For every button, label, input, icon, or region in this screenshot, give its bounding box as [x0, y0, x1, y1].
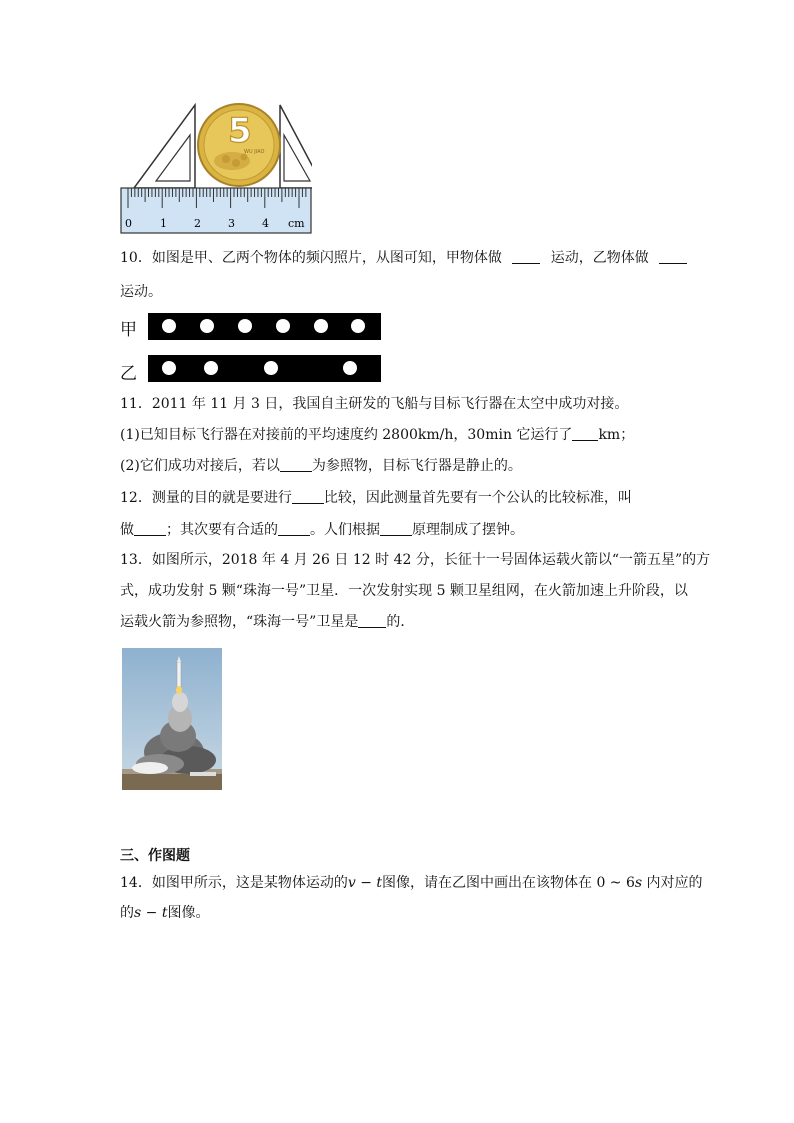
q14-line1	[120, 873, 703, 893]
strip-a-dot	[351, 319, 365, 333]
ruler-tick-2: 2	[194, 217, 201, 230]
q10-text-b: 运动，乙物体做	[550, 250, 649, 266]
strip-b-dot	[162, 361, 176, 375]
q12-line2	[120, 520, 524, 540]
ruler-tick-1: 1	[160, 217, 167, 230]
q14-line2	[120, 903, 209, 923]
q11-p1-text-a: (1)已知目标飞行器在对接前的平均速度约 2800km/h，30min 它运行了	[120, 427, 573, 443]
q12-text-b: 比较，因此测量首先要有一个公认的比较标准，叫	[323, 490, 632, 506]
coin-text: WU JIAO	[244, 149, 265, 155]
q13-line1	[120, 550, 710, 570]
q14-text-b: 图像，请在乙图中画出在该物体在 0 ~ 6	[382, 875, 635, 891]
q14-vt-symbol: v − t	[347, 875, 382, 891]
ruler-unit: cm	[288, 217, 305, 230]
q10-blank-1[interactable]	[512, 249, 540, 264]
ruler-tick-0: 0	[125, 217, 132, 230]
strip-a-dot	[238, 319, 252, 333]
q13-blank-1[interactable]	[358, 613, 386, 628]
q13-text-b: 式，成功发射 5 颗“珠海一号”卫星．一次发射实现 5 颗卫星组网，在火箭加速上升阶段，以	[120, 583, 688, 599]
q10-line2	[120, 282, 162, 302]
q12-blank-3[interactable]	[278, 521, 310, 536]
coin-ruler-figure	[120, 103, 312, 234]
strip-a-dot	[276, 319, 290, 333]
rocket-launch-photo	[122, 648, 222, 790]
q10-line1	[120, 248, 687, 268]
q11-part1	[120, 425, 634, 445]
strip-a-dot	[200, 319, 214, 333]
q11-intro-text: 11．2011 年 11 月 3 日，我国自主研发的飞船与目标飞行器在太空中成功对接。	[120, 396, 629, 412]
ruler-tick-3: 3	[228, 217, 235, 230]
q12-text-f: 原理制成了摆钟。	[412, 522, 524, 538]
q10-blank-2[interactable]	[659, 249, 687, 264]
strip-b-label: 乙	[120, 364, 137, 384]
q13-line3	[120, 612, 414, 632]
q14-unit-s: s	[634, 875, 643, 891]
q12-blank-1[interactable]	[292, 489, 324, 504]
strip-a-dot	[162, 319, 176, 333]
section-title-text: 三、作图题	[120, 848, 190, 864]
q12-line1	[120, 488, 632, 508]
strobe-strip-a	[148, 313, 381, 340]
strobe-strip-b	[148, 355, 381, 382]
strip-a-label: 甲	[120, 320, 137, 340]
strip-a-dot	[314, 319, 328, 333]
q11-part2	[120, 456, 522, 476]
ruler-tick-4: 4	[262, 217, 269, 230]
q11-blank-2[interactable]	[280, 457, 312, 472]
q13-text-a: 13．如图所示，2018 年 4 月 26 日 12 时 42 分，长征十一号固体运载火箭以“一箭五星”的方	[120, 552, 711, 568]
q12-text-a: 12．测量的目的就是要进行	[120, 490, 292, 506]
ruler	[121, 188, 311, 233]
coin-digit: 5	[228, 111, 252, 151]
strip-b-dot	[264, 361, 278, 375]
rocket-icon	[177, 662, 181, 688]
q14-text-a: 14．如图甲所示，这是某物体运动的	[120, 875, 348, 891]
q12-text-d: ；其次要有合适的	[166, 522, 278, 538]
strip-b-dot	[204, 361, 218, 375]
q13-line2	[120, 581, 688, 601]
q14-text-c: 内对应的	[642, 875, 703, 891]
q13-text-d: 的．	[386, 614, 415, 630]
q14-text-e: 图像。	[167, 905, 210, 921]
q14-st-symbol: s − t	[134, 905, 168, 921]
q12-blank-2[interactable]	[134, 521, 166, 536]
q11-blank-1[interactable]	[572, 426, 598, 441]
q11-p1-text-b: km；	[598, 427, 635, 443]
q11-p2-text-b: 为参照物，目标飞行器是静止的。	[311, 458, 522, 474]
q10-text-a: 10．如图是甲、乙两个物体的频闪照片，从图可知，甲物体做	[120, 250, 502, 266]
q13-text-c: 运载火箭为参照物，“珠海一号”卫星是	[120, 614, 359, 630]
q12-text-c: 做	[120, 522, 134, 538]
section-title	[120, 846, 190, 866]
q11-p2-text-a: (2)它们成功对接后，若以	[120, 458, 280, 474]
q12-blank-4[interactable]	[380, 521, 412, 536]
q14-text-d: 的	[120, 905, 134, 921]
strip-b-dot	[343, 361, 357, 375]
q10-text-c: 运动。	[120, 284, 162, 300]
q12-text-e: 。人们根据	[310, 522, 380, 538]
q11-intro	[120, 394, 628, 414]
